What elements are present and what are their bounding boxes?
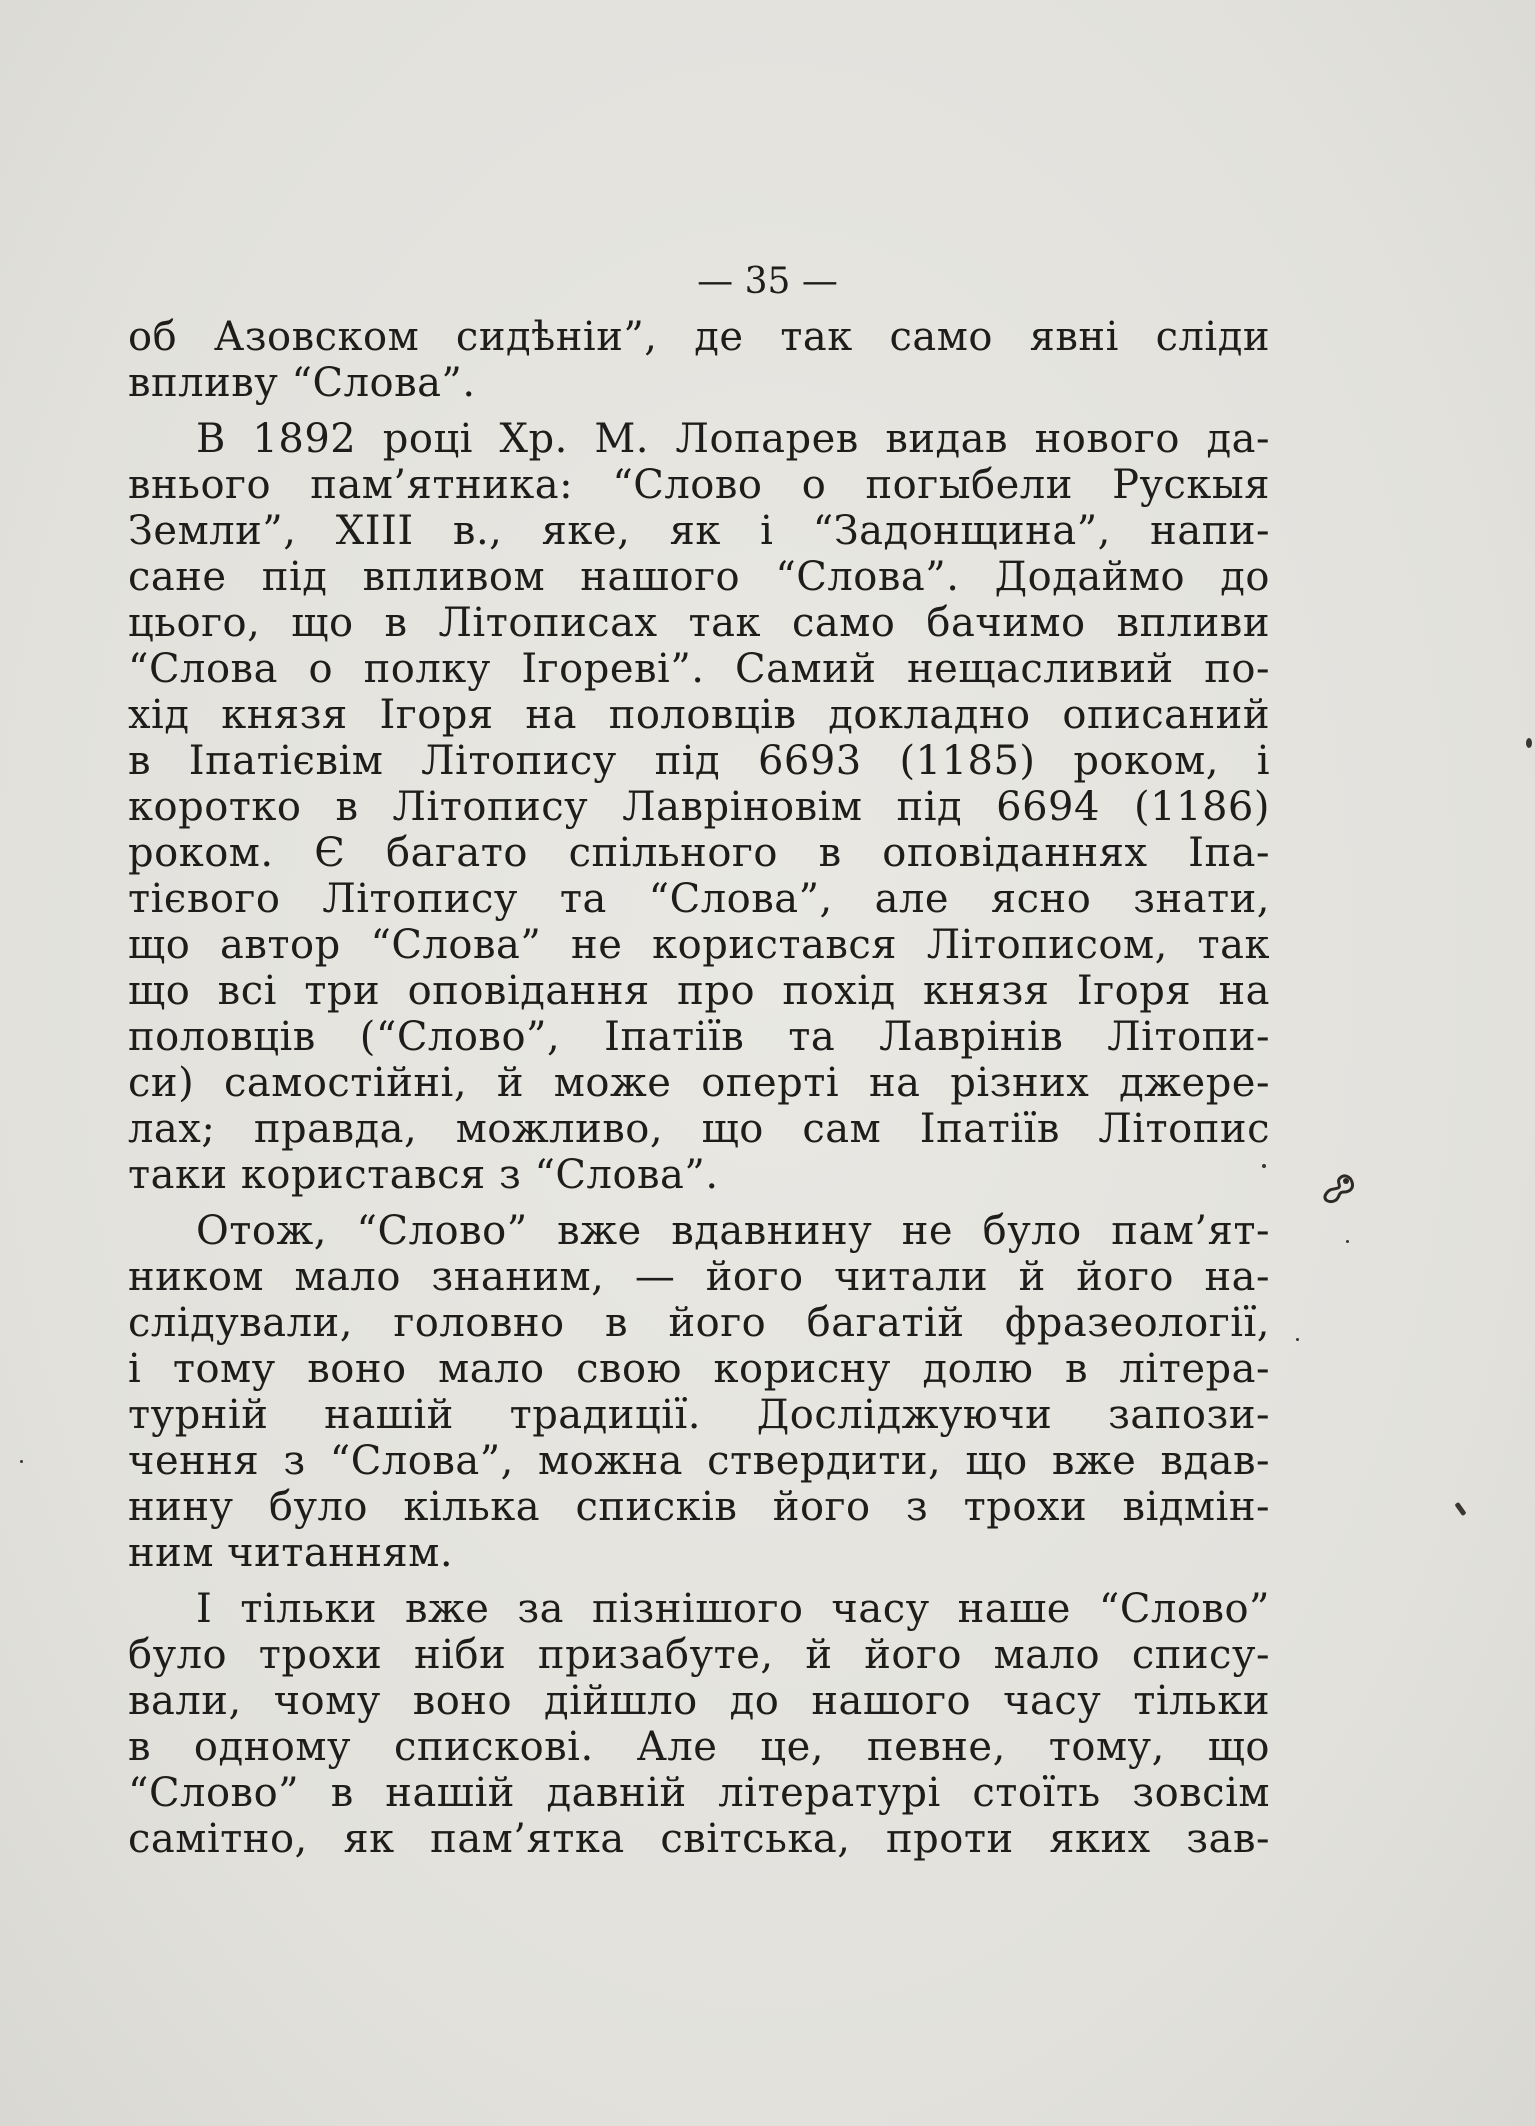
- text-line: що всі три оповідання про похід князя Ігоря на: [128, 968, 1270, 1014]
- page-number: — 35 —: [697, 261, 838, 302]
- scan-speck: [1454, 1502, 1466, 1516]
- text-line: половців (“Слово”, Іпатіїв та Лаврінів Літопи-: [128, 1014, 1270, 1060]
- text-line: ником мало знаним, — його читали й його на-: [128, 1254, 1270, 1300]
- text-line: сане під впливом нашого “Слова”. Додаймо до: [128, 554, 1270, 600]
- text-line: коротко в Літопису Лавріновім під 6694 (1186): [128, 784, 1270, 830]
- scan-speck: [1346, 1240, 1349, 1243]
- text-line: “Слова о полку Ігореві”. Самий нещасливий по-: [128, 646, 1270, 692]
- text-line: внього пам’ятника: “Слово о погыбели Рускыя: [128, 462, 1270, 508]
- text-line: Земли”, XIII в., яке, як і “Задонщина”, напи-: [128, 508, 1270, 554]
- text-line: в Іпатієвім Літопису під 6693 (1185) роком, і: [128, 738, 1270, 784]
- body-text: [128, 314, 1270, 1872]
- text-line: вали, чому воно дійшло до нашого часу тільки: [128, 1678, 1270, 1724]
- text-line: самітно, як пам’ятка світська, проти яких зав-: [128, 1816, 1270, 1862]
- scan-speck: [1526, 738, 1532, 748]
- scan-speck: [1296, 1338, 1299, 1341]
- text-line: чення з “Слова”, можна ствердити, що вже вдав-: [128, 1438, 1270, 1484]
- scan-speck: [20, 1460, 23, 1463]
- text-line: роком. Є багато спільного в оповіданнях Іпа-: [128, 830, 1270, 876]
- text-line: “Слово” в нашій давній літературі стоїть зовсім: [128, 1770, 1270, 1816]
- text-line: лах; правда, можливо, що сам Іпатіїв Літопис: [128, 1106, 1270, 1152]
- text-line: таки користався з “Слова”.: [128, 1152, 719, 1198]
- text-line: турній нашій традиції. Досліджуючи запози-: [128, 1392, 1270, 1438]
- paragraph-3: [128, 1208, 1270, 1576]
- text-line: слідували, головно в його багатій фразеології,: [128, 1300, 1270, 1346]
- text-line: нину було кілька списків його з трохи відмін-: [128, 1484, 1270, 1530]
- text-line: і тому воно мало свою корисну долю в літера-: [128, 1346, 1270, 1392]
- paragraph-2: [128, 416, 1270, 1198]
- text-line: впливу “Слова”.: [128, 360, 476, 406]
- text-line: Отож, “Слово” вже вдавнину не було пам’ят-: [196, 1208, 1270, 1254]
- text-line: си) самостійні, й може оперті на різних джере-: [128, 1060, 1270, 1106]
- text-line: І тільки вже за пізнішого часу наше “Слово”: [196, 1586, 1270, 1632]
- paragraph-1: [128, 314, 1270, 406]
- text-line: ним читанням.: [128, 1530, 454, 1576]
- scan-speck: [1262, 1164, 1266, 1168]
- paragraph-4: [128, 1586, 1270, 1862]
- text-line: цього, що в Літописах так само бачимо впливи: [128, 600, 1270, 646]
- text-line: що автор “Слова” не користався Літописом, так: [128, 922, 1270, 968]
- text-line: тієвого Літопису та “Слова”, але ясно знати,: [128, 876, 1270, 922]
- text-line: було трохи ніби призабуте, й його мало спису-: [128, 1632, 1270, 1678]
- text-line: в одному спискові. Але це, певне, тому, що: [128, 1724, 1270, 1770]
- text-line: хід князя Ігоря на половців докладно описаний: [128, 692, 1270, 738]
- text-line: об Азовском сидѣніи”, де так само явні сліди: [128, 314, 1270, 360]
- ink-stain-mark: [1320, 1170, 1360, 1206]
- text-line: В 1892 році Хр. М. Лопарев видав нового да-: [196, 416, 1270, 462]
